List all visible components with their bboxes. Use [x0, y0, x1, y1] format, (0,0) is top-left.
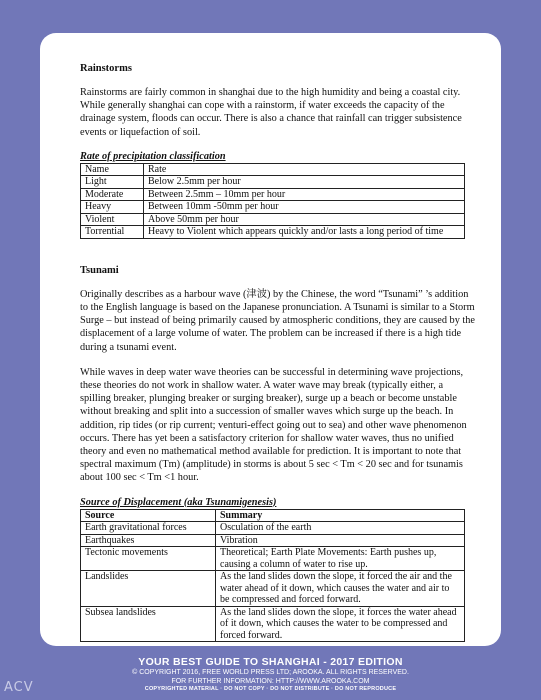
cell-name: Violent	[81, 213, 144, 226]
table-header-row	[81, 509, 465, 522]
cell-summary: Theoretical; Earth Plate Movements: Earth pushes up, causing a column of water to rise up.	[216, 547, 465, 571]
tsunami-paragraph-2: While waves in deep water wave theories can be successful in determining wave projections, these theories do not work in shallow water. A water wave may break (typically either, a spilling breaker, plunging breaker or surging breaker), surge up a beach or become unstable without breaking and split into a succession of smaller waves which surge up the beach. In addition, rip tides (or rip current; venturi-effect going out to sea) and other wave phenomenon occurs. There has yet been a satisfactory criterion for shallow water waves, thus no unified theory and even no mathematical method available for prediction. It is important to note that spectral maximum (Tm) (amplitude) in storms is about 5 sec < Tm < 20 sec and for tsunamis about 100 sec < Tm <1 hour.	[80, 366, 467, 484]
header-name: Name	[81, 163, 144, 176]
cell-rate: Between 10mm -50mm per hour	[144, 201, 465, 214]
precipitation-rate-table	[80, 163, 465, 239]
corner-watermark: ACV	[4, 680, 34, 695]
cell-source: Subsea landslides	[81, 606, 216, 642]
cell-name: Moderate	[81, 188, 144, 201]
rate-table-caption: Rate of precipitation classification	[80, 150, 226, 162]
footer-info: FOR FURTHER INFORMATION: HTTP://WWW.AROOKA.COM	[171, 678, 370, 685]
footer-copyright: © COPYRIGHT 2016, FREE WORLD PRESS LTD; AROOKA. ALL RIGHTS RESERVED.	[132, 669, 409, 676]
cell-name: Heavy	[81, 201, 144, 214]
table-row	[81, 534, 465, 547]
cell-name: Torrential	[81, 226, 144, 239]
header-rate: Rate	[144, 163, 465, 176]
table-header-row	[81, 163, 465, 176]
cell-summary: As the land slides down the slope, it forces the water ahead of it down, which causes the water to be compressed and forced forward.	[216, 606, 465, 642]
header-summary: Summary	[216, 509, 465, 522]
document-page	[40, 33, 501, 646]
rainstorms-paragraph: Rainstorms are fairly common in shanghai due to the high humidity and being a coastal city. While generally shanghai can cope with a rainstorm, if water exceeds the capacity of the drainage system, floods can occur. There is also a chance that rainfall can trigger subsistence events or liquefaction of soil.	[80, 87, 462, 138]
cell-source: Tectonic movements	[81, 547, 216, 571]
cell-name: Light	[81, 176, 144, 189]
cell-summary: Osculation of the earth	[216, 522, 465, 535]
table-row	[81, 547, 465, 571]
cell-rate: Below 2.5mm per hour	[144, 176, 465, 189]
table-row	[81, 188, 465, 201]
cell-source: Landslides	[81, 571, 216, 607]
rainstorms-heading: Rainstorms	[80, 63, 132, 74]
page-footer	[0, 656, 541, 693]
tsunami-heading: Tsunami	[80, 264, 119, 276]
cell-summary: As the land slides down the slope, it forced the air and the water ahead of it down, which causes the water and air to be compressed and forced forward.	[216, 571, 465, 607]
cell-rate: Between 2.5mm – 10mm per hour	[144, 188, 465, 201]
table-row	[81, 606, 465, 642]
footer-notice: COPYRIGHTED MATERIAL · DO NOT COPY · DO NOT DISTRIBUTE · DO NOT REPRODUCE	[144, 686, 397, 692]
table-row	[81, 522, 465, 535]
table-row	[81, 213, 465, 226]
table-row	[81, 201, 465, 214]
table-row	[81, 226, 465, 239]
tsunami-paragraph-1: Originally describes as a harbour wave (津波) by the Chinese, the word “Tsunami” ’s addition to the English language is based on the Japanese pronunciation. A Tsunami is similar to a Storm Surge – but instead of being primarily caused by atmospheric conditions, they are caused by the displacement of a large volume of water. The problem can be increased if there is a high tide during a tsunami event.	[80, 288, 475, 353]
header-source: Source	[81, 509, 216, 522]
footer-title: YOUR BEST GUIDE TO SHANGHAI - 2017 EDITION	[138, 656, 403, 668]
source-table-caption: Source of Displacement (aka Tsunamigenesis)	[80, 496, 277, 508]
cell-rate: Heavy to Violent which appears quickly and/or lasts a long period of time	[144, 226, 465, 239]
cell-rate: Above 50mm per hour	[144, 213, 465, 226]
cell-summary: Vibration	[216, 534, 465, 547]
displacement-source-table	[80, 509, 465, 643]
cell-source: Earth gravitational forces	[81, 522, 216, 535]
table-row	[81, 176, 465, 189]
cell-source: Earthquakes	[81, 534, 216, 547]
table-row	[81, 571, 465, 607]
